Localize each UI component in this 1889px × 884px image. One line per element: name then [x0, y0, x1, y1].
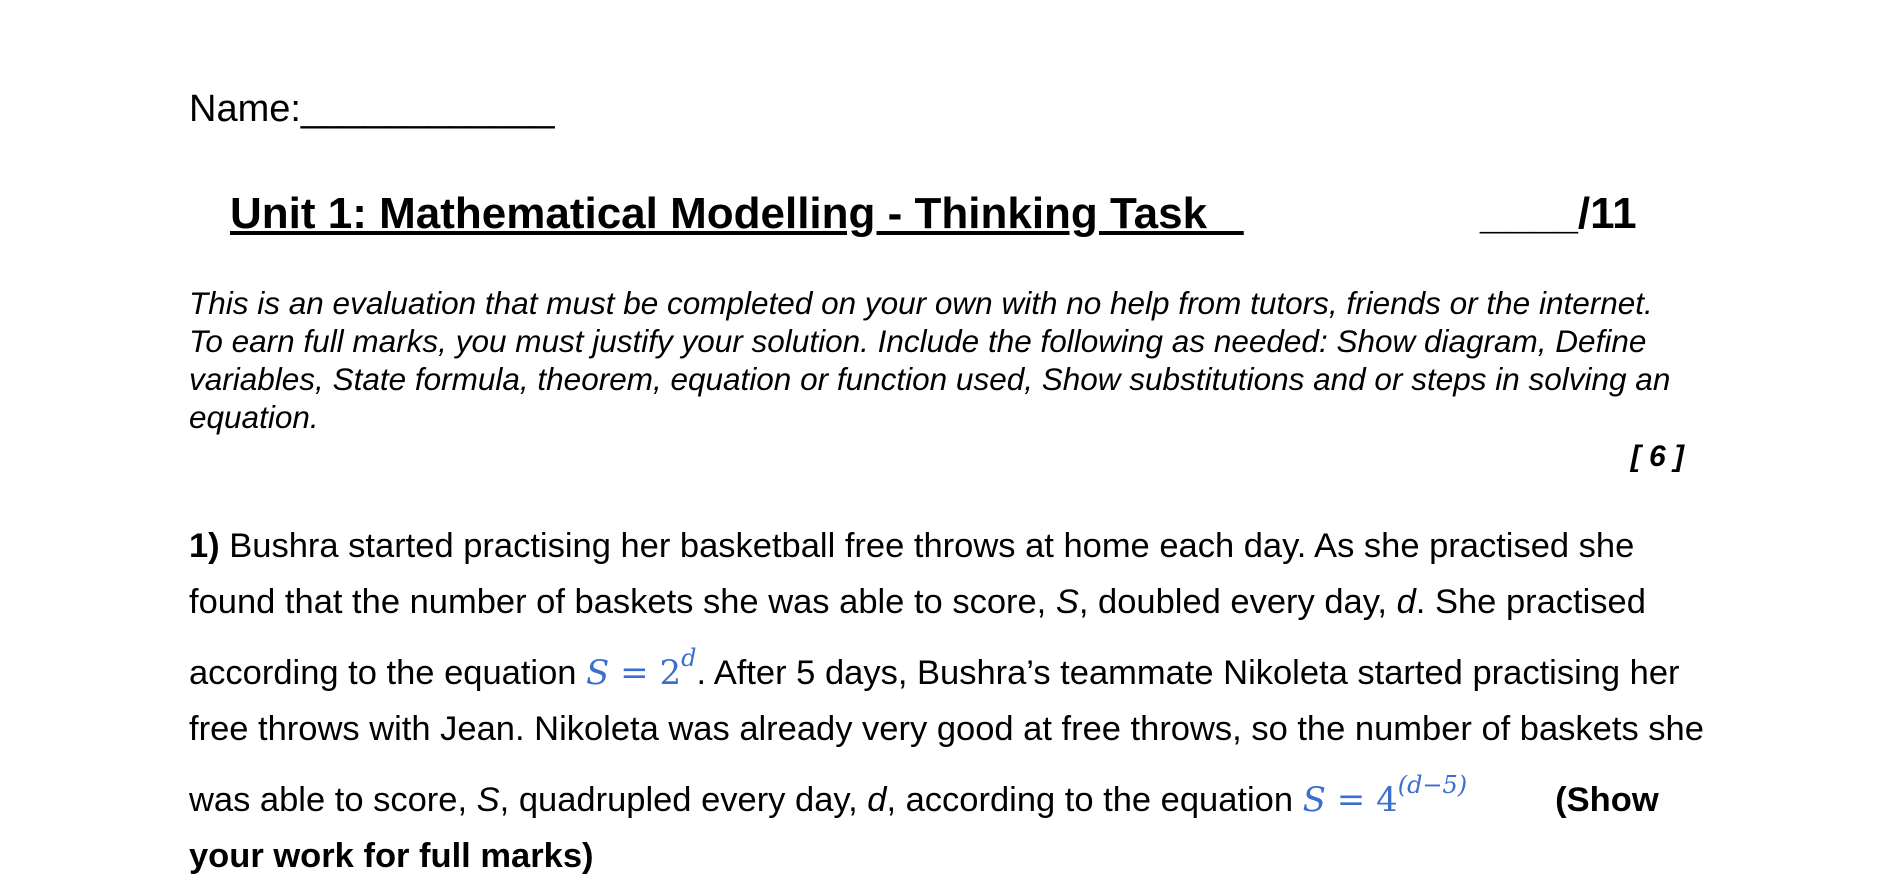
question-number: 1) — [189, 527, 220, 565]
equation-equals: = — [609, 653, 660, 693]
work-note: (Show your work for full marks) — [189, 781, 1659, 875]
equation-base: 2 — [659, 653, 682, 693]
equation-bushra — [586, 644, 697, 693]
name-field-label: Name:____________ — [189, 88, 555, 130]
equation-base: 4 — [1376, 780, 1398, 820]
variable-d: d — [867, 781, 887, 819]
equation-exponent: (d−5) — [1397, 771, 1468, 799]
variable-s: S — [476, 781, 500, 819]
question-text: . After 5 days, Bushra’s teammate Nikoleta started practising her free throws with Jean. Nikoleta was already very good at free throws, so the number of baskets she was able to score, — [189, 654, 1704, 819]
page-title: Unit 1: Mathematical Modelling - Thinking Task — [230, 189, 1244, 238]
question-text: Bushra started practising her basketball free throws at home each day. As she practised she found that the number of baskets she was able to score, — [189, 527, 1635, 621]
equation-nikoleta — [1302, 771, 1468, 820]
variable-s: S — [1055, 583, 1079, 621]
question-text: . She practised according to the equation — [189, 583, 1646, 692]
question-1 — [189, 518, 1719, 884]
equation-lhs: S — [1302, 780, 1326, 820]
question-text: , doubled every day, — [1078, 583, 1397, 621]
equation-equals: = — [1325, 780, 1377, 820]
equation-lhs: S — [586, 653, 610, 693]
question-text: , according to the equation — [886, 781, 1303, 819]
variable-d: d — [1396, 583, 1416, 621]
equation-exponent: d — [681, 644, 697, 672]
marks-badge: [ 6 ] — [1630, 440, 1684, 473]
score-box: ____/11 — [1480, 189, 1637, 238]
instructions-paragraph: This is an evaluation that must be completed on your own with no help from tutors, friends or the internet. To earn full marks, you must justify your solution. Include the following as needed: Show diagram, Define variables, State formula, theorem, equation or function used, Show substitutions and or steps in solving an equation. — [189, 285, 1671, 435]
question-text: , quadrupled every day, — [499, 781, 868, 819]
